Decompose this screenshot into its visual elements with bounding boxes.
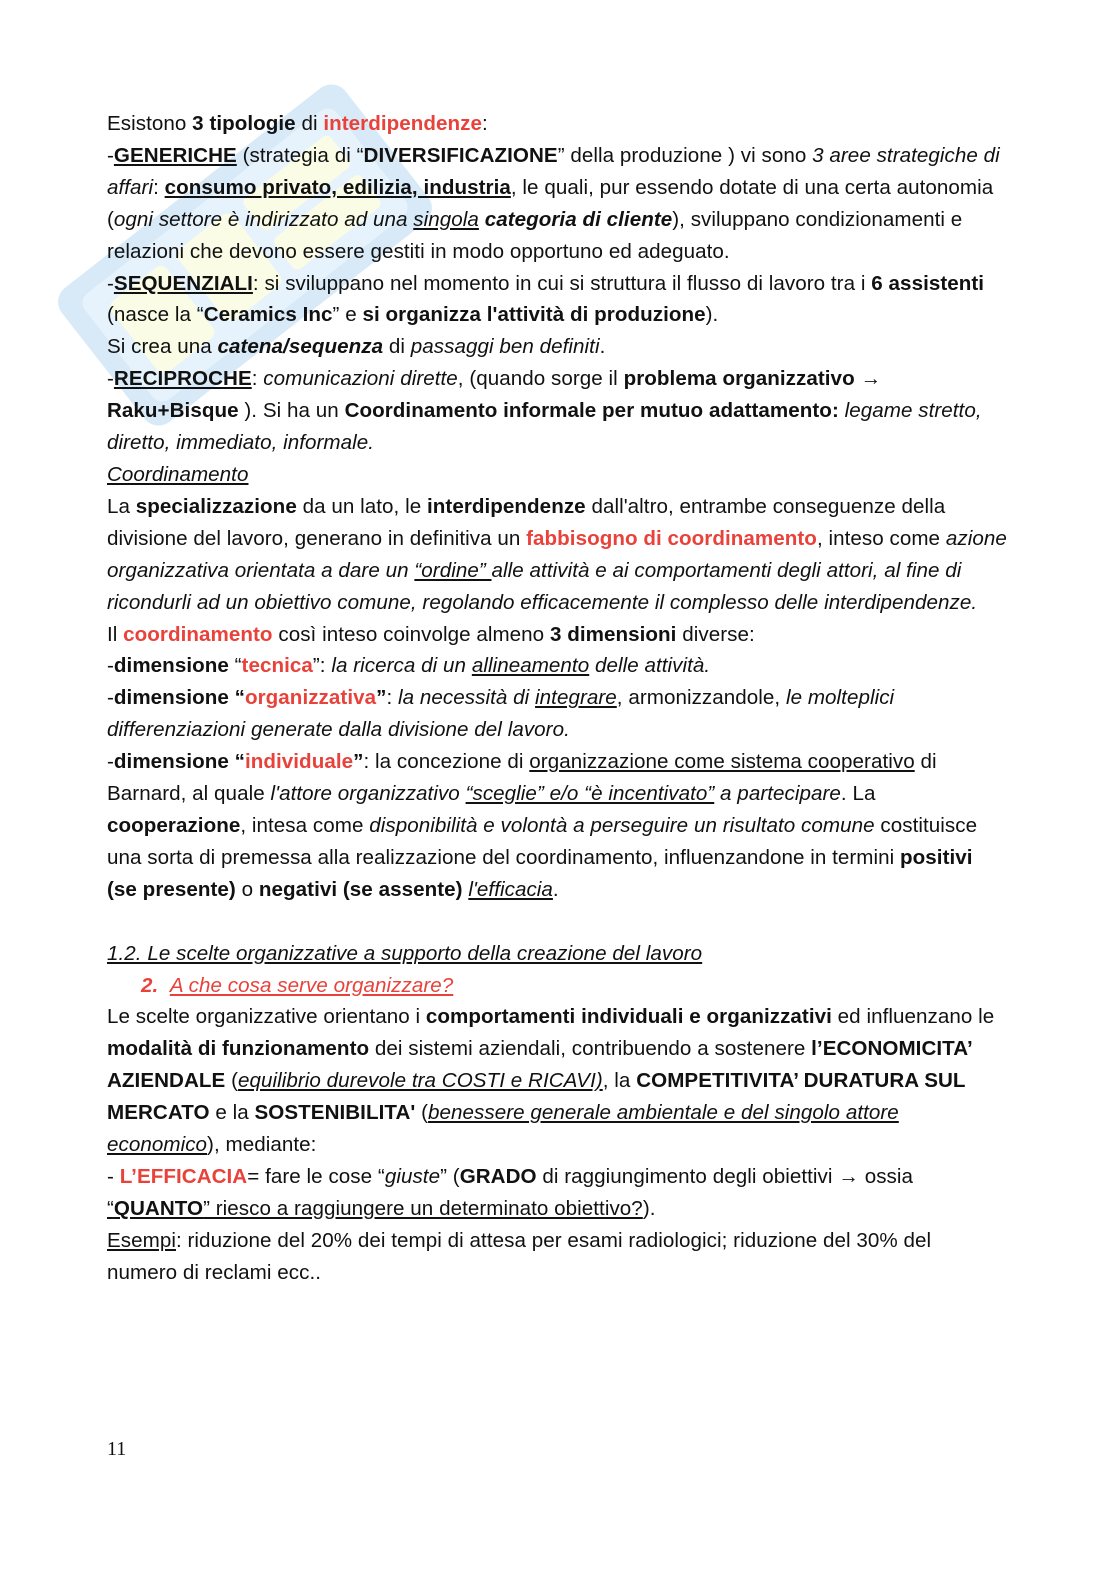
paragraph-reciproche: -RECIPROCHE: comunicazioni dirette, (quando sorge il problema organizzativo → Raku+Bisque ). Si ha un Coordinamento informale per mutuo adattamento: legame stretto, diretto, immediato, informale. bbox=[107, 367, 982, 455]
paragraph-generiche: -GENERICHE (strategia di “DIVERSIFICAZIONE” della produzione ) vi sono 3 aree strategiche di affari: consumo privato, edilizia, industria, le quali, pur essendo dotate di una certa autonomia (ogni settore è indirizzato ad una singola categoria di cliente), sviluppano condizionamenti e relazioni che devono essere gestiti in modo opportuno ed adeguato. bbox=[107, 143, 1000, 263]
paragraph-efficacia: - L’EFFICACIA= fare le cose “giuste” (GRADO di raggiungimento degli obiettivi → ossia “QUANTO” riesco a raggiungere un determinato obiettivo?). bbox=[107, 1165, 914, 1220]
numbered-heading: 2. A che cosa serve organizzare? bbox=[141, 973, 454, 997]
document-body bbox=[107, 108, 1007, 1289]
paragraph-specializzazione: La specializzazione da un lato, le interdipendenze dall'altro, entrambe conseguenze della divisione del lavoro, generano in definitiva un fabbisogno di coordinamento, inteso come azione organizzativa orientata a dare un “ordine” alle attività e ai comportamenti degli attori, al fine di ricondurli ad un obiettivo comune, regolando efficacemente il complesso delle interdipendenze. bbox=[107, 494, 1007, 614]
section-spacer bbox=[107, 906, 1007, 938]
page-number: 11 bbox=[107, 1438, 127, 1460]
paragraph-esempi: Esempi: riduzione del 20% dei tempi di attesa per esami radiologici; riduzione del 30% del numero di reclami ecc.. bbox=[107, 1228, 932, 1284]
paragraph-dimensione-tecnica: -dimensione “tecnica”: la ricerca di un allineamento delle attività. bbox=[107, 654, 711, 678]
section-heading: 1.2. Le scelte organizzative a supporto della creazione del lavoro bbox=[107, 941, 703, 965]
subheading-coordinamento: Coordinamento bbox=[107, 462, 249, 486]
paragraph-dimensioni: Il coordinamento così inteso coinvolge almeno 3 dimensioni diverse: bbox=[107, 622, 755, 646]
paragraph-sequenziali: -SEQUENZIALI: si sviluppano nel momento in cui si struttura il flusso di lavoro tra i 6 assistenti (nasce la “Ceramics Inc” e si organizza l'attività di produzione). bbox=[107, 271, 985, 327]
paragraph-scelte-organizzative: Le scelte organizzative orientano i comportamenti individuali e organizzativi ed influenzano le modalità di funzionamento dei sistemi aziendali, contribuendo a sostenere l’ECONOMICITA’ AZIENDALE (equilibrio durevole tra COSTI e RICAVI), la COMPETITIVITA’ DURATURA SUL MERCATO e la SOSTENIBILITA' (benessere generale ambientale e del singolo attore economico), mediante: bbox=[107, 1005, 995, 1157]
paragraph-dimensione-individuale: -dimensione “individuale”: la concezione di organizzazione come sistema cooperativo di Barnard, al quale l'attore organizzativo “sceglie” e/o “è incentivato” a partecipare. La cooperazione, intesa come disponibilità e volontà a perseguire un risultato comune costituisce una sorta di premessa alla realizzazione del coordinamento, influenzandone in termini positivi (se presente) o negativi (se assente) l'efficacia. bbox=[107, 750, 978, 901]
paragraph-dimensione-organizzativa: -dimensione “organizzativa”: la necessità di integrare, armonizzandole, le molteplici differenziazioni generate dalla divisione del lavoro. bbox=[107, 686, 895, 742]
paragraph-catena: Si crea una catena/sequenza di passaggi ben definiti. bbox=[107, 335, 606, 359]
paragraph-intro: Esistono 3 tipologie di interdipendenze: bbox=[107, 112, 488, 135]
